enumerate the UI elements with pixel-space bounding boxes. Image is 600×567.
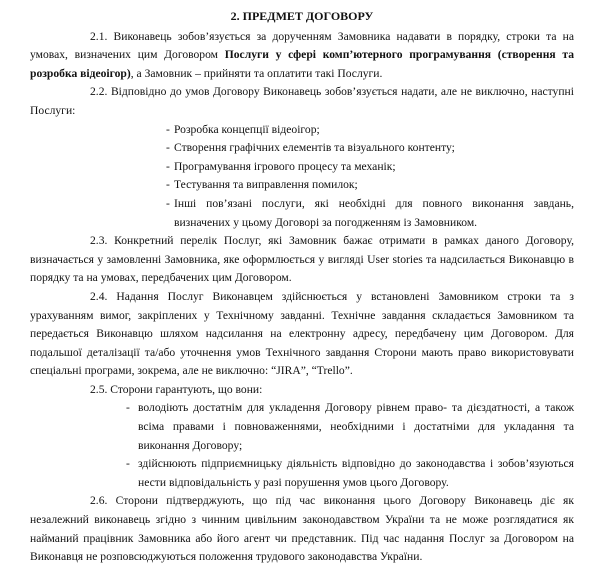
guarantees-list-item: - володіють достатнім для укладення Договору рівнем право- та дієздатності, а також всіма правами і повноваженнями, необхідними і достатніми для укладання та виконання Договору; — [126, 399, 574, 455]
section-title: 2. ПРЕДМЕТ ДОГОВОРУ — [230, 9, 374, 23]
services-list-item: - Інші пов’язані послуги, які необхідні для повного виконання завдань, визначених у цьому Договорі за погодженням із Замовником. — [166, 195, 574, 232]
guarantees-list-item: - здійснюють підприємницьку діяльність відповідно до законодавства і зобов’язуються нести відповідальність у разі порушення умов цього Договору. — [126, 455, 574, 492]
clause-2-6: 2.6. Сторони підтверджують, що під час виконання цього Договору Виконавець діє як незалежний виконавець згідно з чинним цивільним законодавством України та не може розглядатися як найманий працівник Замовника або його агент чи представник. Під час надання Послуг за Договором на Виконавця не розповсюджуються положення трудового законодавства України. — [30, 494, 574, 564]
clause-2-1 — [30, 28, 574, 84]
clause-2-3: 2.3. Конкретний перелік Послуг, які Замовник бажає отримати в рамках даного Договору, визначається у замовленні Замовника, яке оформлюється у вигляді User stories та надсилається Виконавцю в порядку та на умовах, передбачених цим Договором. — [30, 234, 574, 285]
services-list — [30, 121, 574, 233]
clause-2-1-service-name: Послуги у сфері комп’ютерного програмування (створення та розробка відеоігор) — [30, 48, 574, 80]
clause-2-2: 2.2. Відповідно до умов Договору Виконавець зобов’язується надати, але не виключно, наступні Послуги: — [30, 85, 574, 117]
clause-2-5: 2.5. Сторони гарантують, що вони: — [90, 382, 263, 396]
services-list-item: - Тестування та виправлення помилок; — [166, 176, 574, 195]
services-list-item: - Розробка концепції відеоігор; — [166, 121, 574, 140]
services-list-item: - Створення графічних елементів та візуального контенту; — [166, 139, 574, 158]
services-list-item: - Програмування ігрового процесу та механік; — [166, 158, 574, 177]
clause-2-1-text-end: , а Замовник – прийняти та оплатити такі Послуги. — [130, 66, 383, 80]
clause-2-4: 2.4. Надання Послуг Виконавцем здійснюється у встановлені Замовником строки та з урахуванням вимог, закріплених у Технічному завданні. Технічне завдання складається Замовником та передається Виконавцю шляхом надсилання на електронну адресу, передбачену цим Договором. Для подальшої деталізації та/або уточнення умов Технічного завдання Сторони мають право використовувати спеціальні програми, зокрема, але не виключно: “JIRA”, “Trello”. — [30, 289, 574, 378]
clause-2-1-text: 2.1. Виконавець зобов’язується за дорученням Замовника надавати в порядку, строки та на умовах, визначених цим Договором — [30, 29, 574, 62]
guarantees-list — [30, 399, 574, 492]
